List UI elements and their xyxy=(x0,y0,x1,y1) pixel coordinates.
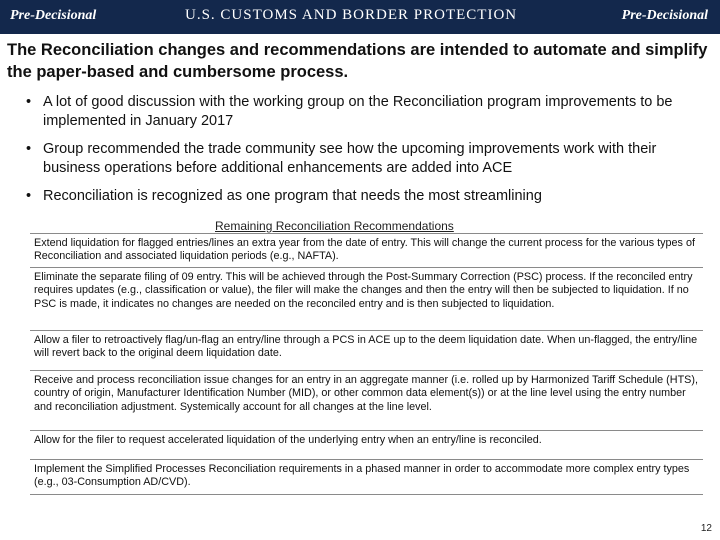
bullet-item xyxy=(26,187,696,206)
bullet-item xyxy=(26,140,696,178)
bullet-dot-icon: • xyxy=(26,94,32,110)
table-row: Receive and process reconciliation issue changes for an entry in an aggregate manner (i.e. rolled up by Harmonized Tariff Schedule (HTS), country of origin, Manufacturer Identification Number (MID), or other common data element(s)) or at the line level using the entry number and reconciliation adjustment. Systemically account for all changes at the line level. xyxy=(30,370,703,430)
bullet-list xyxy=(26,93,696,215)
table-row: Implement the Simplified Processes Reconciliation requirements in a phased manner in order to accommodate more complex entry types (e.g., 03-Consumption AD/CVD). xyxy=(30,459,703,495)
bullet-dot-icon: • xyxy=(26,141,32,157)
bullet-text: Group recommended the trade community see how the upcoming improvements work with their business operations before additional enhancements are added into ACE xyxy=(43,141,657,176)
bullet-item xyxy=(26,93,696,131)
page-number: 12 xyxy=(700,523,712,534)
header-bar xyxy=(0,0,720,34)
table-row: Eliminate the separate filing of 09 entry. This will be achieved through the Post-Summary Correction (PSC) process. If the reconciled entry requires updates (e.g., classification or value), the filer will make the changes and then the entry will then be subjected to liquidation. If no PSC is made, it indicates no changes are needed on the reconciled entry and is then subjected to liquidation. xyxy=(30,267,703,330)
bullet-text: A lot of good discussion with the working group on the Reconciliation program improvements to be implemented in January 2017 xyxy=(43,94,673,129)
table-row: Allow a filer to retroactively flag/un-flag an entry/line through a PCS in ACE up to the deem liquidation date. When un-flagged, the entry/line will revert back to the original deem liquidation date. xyxy=(30,330,703,370)
table-row: Allow for the filer to request accelerated liquidation of the underlying entry when an entry/line is reconciled. xyxy=(30,430,703,459)
bullet-dot-icon: • xyxy=(26,188,32,204)
bullet-text: Reconciliation is recognized as one program that needs the most streamlining xyxy=(43,188,542,204)
pre-decisional-label-left: Pre-Decisional xyxy=(10,8,97,23)
recommendations-table xyxy=(30,233,703,495)
slide-headline: The Reconciliation changes and recommendations are intended to automate and simplify the paper-based and cumbersome process. xyxy=(7,41,708,81)
agency-title: U.S. CUSTOMS AND BORDER PROTECTION xyxy=(185,7,518,23)
table-row: Extend liquidation for flagged entries/lines an extra year from the date of entry. This will change the current process for the various types of Reconciliation and associated liquidation periods (e.g., NAFTA). xyxy=(30,233,703,267)
pre-decisional-label-right: Pre-Decisional xyxy=(621,8,708,23)
recommendations-title: Remaining Reconciliation Recommendations xyxy=(215,219,454,233)
